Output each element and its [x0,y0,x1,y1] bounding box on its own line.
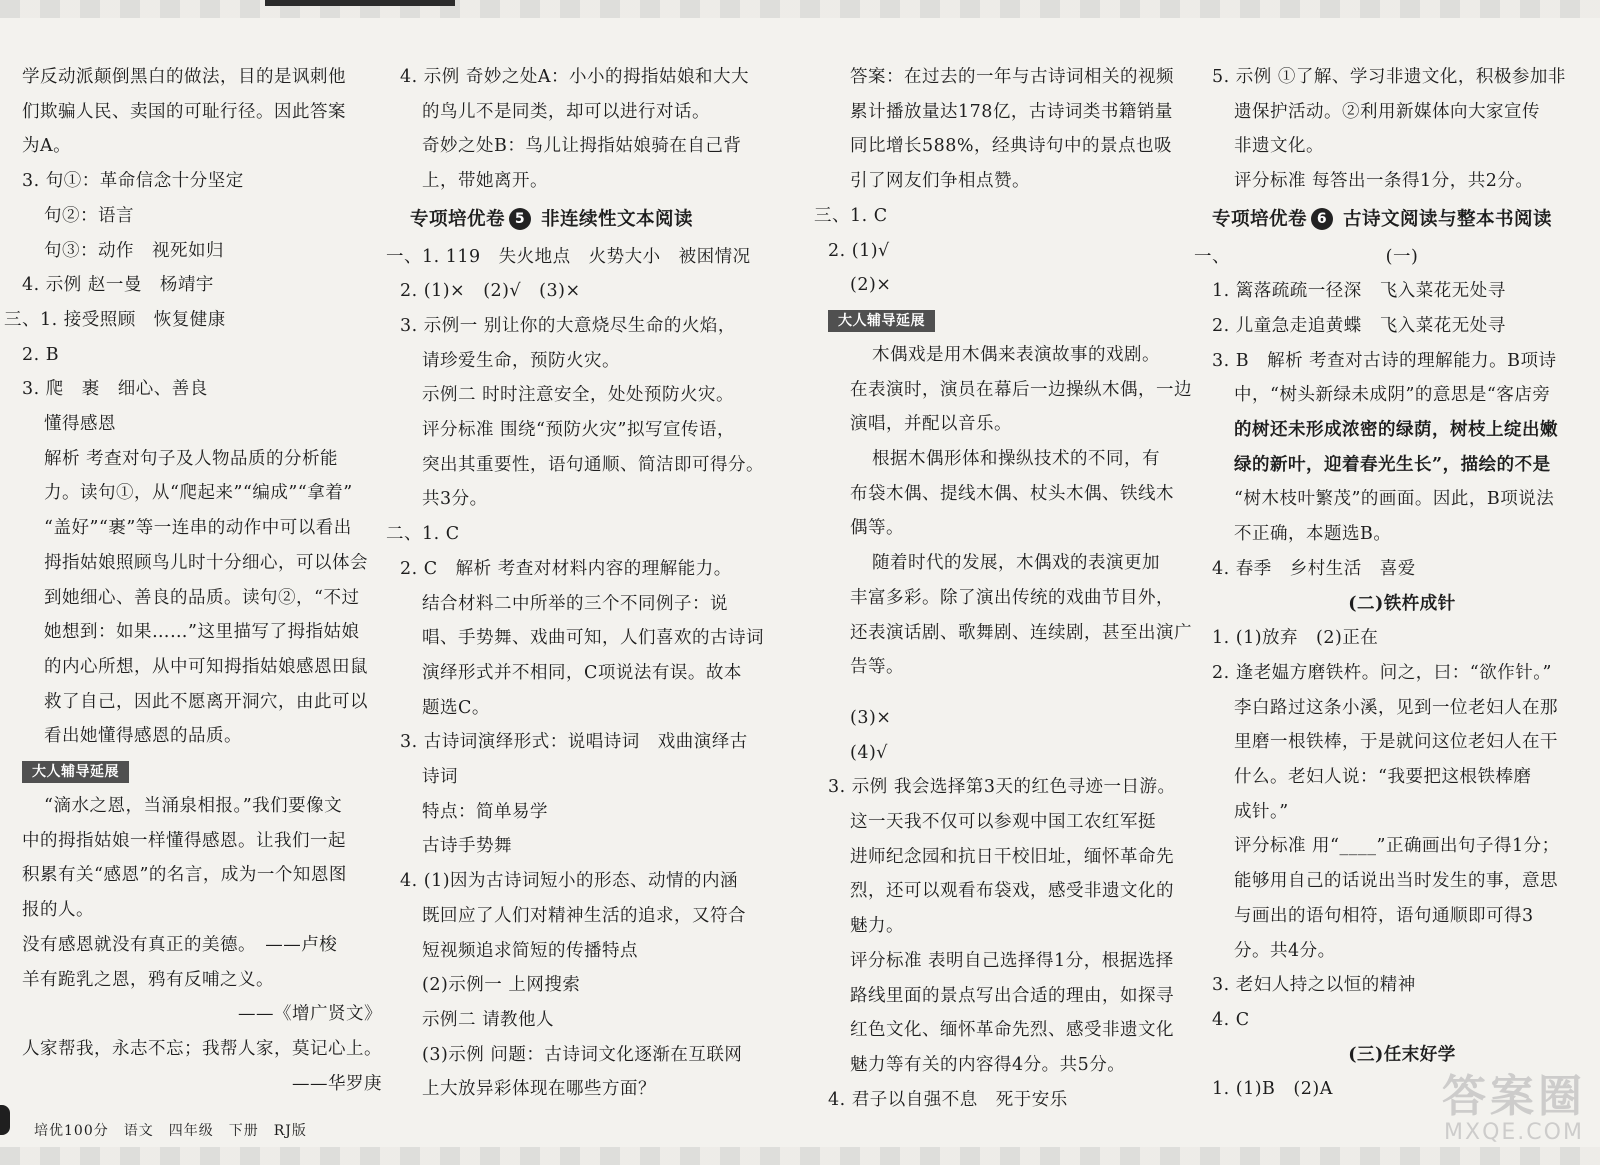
text-line: 中的拇指姑娘一样懂得感恩。让我们一起 [22,830,346,851]
text-line: 到她细心、善良的品质。读句②，“不过 [44,587,360,608]
text-line: 4. 示例 奇妙之处A：小小的拇指姑娘和大大 [400,67,749,87]
text-line: 4. (1)因为古诗词短小的形态、动情的内涵 [400,871,739,892]
text-line: 们欺骗人民、卖国的可耻行径。因此答案 [22,101,346,122]
text-line: 3. 老妇人持之以恒的精神 [1212,975,1416,996]
text-line: 答案：在过去的一年与古诗词相关的视频 [850,67,1174,87]
quote-source: ——华罗庚 [292,1073,382,1094]
text-line: 句③：动作 视死如归 [44,240,224,261]
text-line: 能够用自己的话说出当时发生的事，意思 [1234,871,1558,892]
quote-line: 人家帮我，永志不忘；我帮人家，莫记心上。 [22,1038,382,1059]
text-line: 随着时代的发展，木偶戏的表演更加 [872,553,1160,574]
text-line: 评分标准 用“____”正确画出句子得1分； [1234,836,1560,857]
watermark-logo [1442,1071,1586,1145]
text-line: 报的人。 [22,900,94,921]
watermark-url: MXQE.COM [1444,1120,1584,1145]
text-line: 救了自己，因此不愿离开洞穴，由此可以 [44,691,368,712]
text-line: 看出她懂得感恩的品质。 [44,726,242,747]
text-line: 不正确，本题选B。 [1234,524,1392,545]
text-line: 懂得感恩 [44,414,116,435]
text-line: 魅力。 [850,916,904,937]
heading-title: 古诗文阅读与整本书阅读 [1343,208,1553,230]
text-line: 力。读句①，从“爬起来”“编成”“拿着” [44,483,353,504]
text-line: 这一天我不仅可以参观中国工农红军挺 [850,812,1156,833]
text-line: 突出其重要性，语句通顺、简洁即可得分。 [422,454,764,475]
text-line: 3. 爬 裹 细心、善良 [22,379,208,400]
text-line: 路线里面的景点写出合适的理由，如探寻 [850,985,1174,1006]
text-line: 2. (1)√ [828,240,890,261]
text-line: 共3分。 [422,489,488,510]
text-line: 4. 示例 赵一曼 杨靖宇 [22,275,214,296]
section-label: 一、 [1194,246,1230,267]
text-line: 同比增长588%，经典诗句中的景点也吸 [850,136,1173,157]
text-line: 句②：语言 [44,205,134,226]
text-line: 为A。 [22,136,72,157]
page-footer: 培优100分 语文 四年级 下册 RJ版 [34,1123,307,1139]
text-line: 演唱，并配以音乐。 [850,414,1012,435]
text-line: 拇指姑娘照顾鸟儿时十分细心，可以体会 [44,552,368,573]
quote-line: 羊有跪乳之恩，鸦有反哺之义。 [22,969,274,990]
text-line: 4. C [1212,1009,1250,1030]
text-line: 红色文化、缅怀革命先烈、感受非遗文化 [850,1020,1174,1041]
text-line: 进师纪念园和抗日干校旧址，缅怀革命先 [850,846,1174,867]
text-line: 成针。” [1234,801,1289,822]
text-line: 4. 君子以自强不息 死于安乐 [828,1089,1068,1110]
text-line: 5. 示例 ①了解、学习非遗文化，积极参加非 [1212,67,1566,87]
text-line: 魅力等有关的内容得4分。共5分。 [850,1054,1126,1075]
column-1 [4,60,382,1101]
top-wave-border [0,0,1600,18]
text-line: 学反动派颠倒黑白的做法，目的是讽刺他 [22,67,346,87]
text-line: 奇妙之处B：鸟儿让拇指姑娘骑在自己背 [422,136,742,157]
text-line: 2. C 解析 考查对材料内容的理解能力。 [400,558,732,579]
text-line: 的内心所想，从中可知拇指姑娘感恩田鼠 [44,656,368,677]
quote-line: 没有感恩就没有真正的美德。 ——卢梭 [22,934,338,955]
text-line: 三、1. C [814,205,888,226]
text-line: 丰富多彩。除了演出传统的戏曲节目外， [850,587,1174,608]
quote-source: ——《增广贤文》 [238,1004,382,1025]
section-heading-6 [1212,203,1592,238]
column-4 [1194,60,1592,1107]
text-line: 结合材料二中所举的三个不同例子：说 [422,593,728,614]
text-line: 三、1. 接受照顾 恢复健康 [4,309,226,330]
heading-title: 非连续性文本阅读 [541,208,694,230]
text-line: 中，“树头新绿未成阴”的意思是“客店旁 [1234,385,1551,406]
text-line: “树木枝叶繁茂”的画面。因此，B项说法 [1234,489,1555,510]
text-line: 与画出的语句相符，语句通顺即可得3 [1234,905,1534,926]
text-line: 既回应了人们对精神生活的追求，又符合 [422,905,746,926]
text-line: (3)示例 问题：古诗词文化逐渐在互联网 [422,1044,743,1065]
text-line: (4)√ [850,742,888,763]
text-line: 2. 儿童急走追黄蝶 飞入菜花无处寻 [1212,315,1506,336]
section-heading-5 [400,203,780,238]
text-line: 积累有关“感恩”的名言，成为一个知恩图 [22,865,347,886]
page-edge-mark [0,1105,10,1135]
text-line: 布袋木偶、提线木偶、杖头木偶、铁线木 [850,483,1174,504]
text-line: 示例二 请教他人 [422,1009,555,1030]
text-line: 题选C。 [422,697,490,718]
text-line: 2. 逢老媪方磨铁杵。问之，曰：“欲作针。” [1212,662,1552,683]
text-line: 短视频追求简短的传播特点 [422,940,638,961]
text-line: 木偶戏是用木偶来表演故事的戏剧。 [872,344,1160,365]
text-line: 上，带她离开。 [422,171,548,192]
subsection-row [1194,240,1592,275]
subsection-title: (一) [1385,246,1419,267]
text-line: 遗保护活动。②利用新媒体向大家宣传 [1234,101,1540,122]
text-line: 她想到：如果……”这里描写了拇指姑娘 [44,622,360,643]
text-line: 请珍爱生命，预防火灾。 [422,350,620,371]
text-line: 还表演话剧、歌舞剧、连续剧，甚至出演广 [850,622,1192,643]
text-line: (2)示例一 上网搜索 [422,975,581,996]
heading-number-circle: 6 [1311,208,1333,230]
text-line: 3. 句①：革命信念十分坚定 [22,171,244,192]
bottom-wave-border [0,1147,1600,1165]
text-line: 特点：简单易学 [422,801,548,822]
text-line: 的树还未形成浓密的绿荫，树枝上绽出嫩 [1234,420,1558,441]
column-3 [814,60,1198,1117]
text-line: 古诗手势舞 [422,836,512,857]
text-line: 李白路过这条小溪，见到一位老妇人在那 [1234,697,1558,718]
heading-label: 专项培优卷 [410,208,506,230]
text-line: 评分标准 围绕“预防火灾”拟写宣传语， [422,420,735,441]
text-line: 3. 示例 我会选择第3天的红色寻迹一日游。 [828,777,1176,798]
tutor-extension-badge: 大人辅导延展 [828,310,935,332]
text-line: 绿的新叶，迎着春光生长”，描绘的不是 [1234,454,1551,475]
text-line: “滴水之恩，当涌泉相报。”我们要像文 [44,796,343,817]
text-line: 里磨一根铁棒，于是就问这位老妇人在干 [1234,732,1558,753]
text-line: 3. 示例一 别让你的大意烧尽生命的火焰， [400,315,736,336]
text-line: 1. 篱落疏疏一径深 飞入菜花无处寻 [1212,281,1506,302]
text-line: 评分标准 每答出一条得1分，共2分。 [1234,171,1534,192]
text-line: 唱、手势舞、戏曲可知，人们喜欢的古诗词 [422,628,764,649]
text-line: 根据木偶形体和操纵技术的不同，有 [872,449,1160,470]
text-line: 一、1. 119 失火地点 火势大小 被困情况 [386,246,751,267]
text-line: “盖好”“裹”等一连串的动作中可以看出 [44,518,352,539]
text-line: 演绎形式并不相同，C项说法有误。故本 [422,662,742,683]
text-line: 1. (1)B (2)A [1212,1079,1333,1100]
text-line: 非遗文化。 [1234,136,1324,157]
text-line: 3. B 解析 考查对古诗的理解能力。B项诗 [1212,350,1557,371]
top-black-bar [265,0,455,6]
text-line: 偶等。 [850,518,904,539]
text-line: 3. 古诗词演绎形式：说唱诗词 戏曲演绎古 [400,732,748,753]
subsection-title: (二)铁杵成针 [1348,593,1456,614]
text-line: 评分标准 表明自己选择得1分，根据选择 [850,950,1174,971]
text-line: 什么。老妇人说：“我要把这根铁棒磨 [1234,767,1532,788]
text-line: 诗词 [422,767,458,788]
text-line: (2)× [850,275,892,296]
text-line: 累计播放量达178亿，古诗词类书籍销量 [850,101,1173,122]
heading-label: 专项培优卷 [1212,208,1308,230]
text-line: 上大放异彩体现在哪些方面？ [422,1079,656,1100]
text-line: (3)× [850,707,892,728]
text-line: 2. (1)× (2)√ (3)× [400,281,581,302]
text-line: 引了网友们争相点赞。 [850,171,1030,192]
text-line: 示例二 时时注意安全，处处预防火灾。 [422,385,735,406]
heading-number-circle: 5 [509,208,531,230]
tutor-extension-badge: 大人辅导延展 [22,761,129,783]
text-line: 1. (1)放弃 (2)正在 [1212,628,1379,649]
text-line: 的鸟儿不是同类，却可以进行对话。 [422,101,710,122]
text-line: 在表演时，演员在幕后一边操纵木偶，一边 [850,379,1192,400]
text-line: 2. B [22,344,60,365]
text-line: 二、1. C [386,524,460,545]
text-line: 烈，还可以观看布袋戏，感受非遗文化的 [850,881,1174,902]
column-2 [386,60,780,1107]
watermark-text: 答案圈 [1442,1071,1586,1122]
subsection-title: (三)任末好学 [1348,1044,1456,1065]
text-line: 4. 春季 乡村生活 喜爱 [1212,558,1416,579]
text-line: 解析 考查对句子及人物品质的分析能 [44,448,339,469]
text-line: 分。共4分。 [1234,940,1336,961]
text-line: 告等。 [850,657,904,678]
